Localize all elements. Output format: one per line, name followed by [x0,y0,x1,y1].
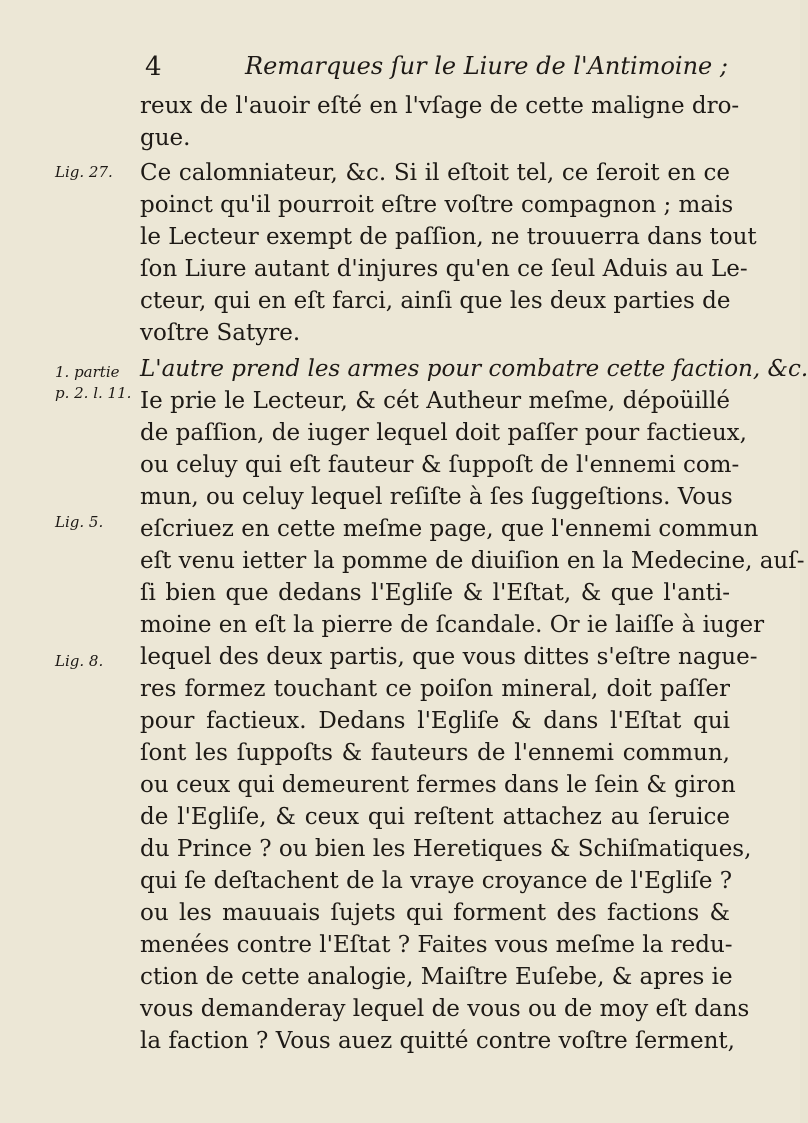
text-line: Ie prie le Lecteur, & cét Autheur meſme, dépoüillé [140,388,730,414]
text-line: qui ſe deſtachent de la vraye croyance de l'Egliſe ? [140,868,733,894]
text-line: la faction ? Vous auez quitté contre voſtre ſerment, [140,1028,735,1054]
text-line: ou les mauuais ſujets qui forment des factions & [140,900,730,926]
text-line: eſt venu ietter la pomme de diuiſion en la Medecine, auſ- [140,548,805,574]
text-line: ſon Liure autant d'injures qu'en ce ſeul Aduis au Le- [140,256,748,282]
text-line: vous demanderay lequel de vous ou de moy eſt dans [140,996,750,1022]
margin-note: p. 2. l. 11. [55,384,132,402]
text-line: moine en eſt la pierre de ſcandale. Or ie laiſſe à iuger [140,612,765,638]
text-line: res formez touchant ce poiſon mineral, doit paſſer [140,676,730,702]
text-line: reux de l'auoir eſté en l'vſage de cette maligne dro- [140,93,740,119]
text-line: ſi bien que dedans l'Egliſe & l'Eſtat, & que l'anti- [140,580,730,606]
text-line: poinct qu'il pourroit eſtre voſtre compagnon ; mais [140,192,734,218]
text-line: lequel des deux partis, que vous dittes s'eſtre nague- [140,644,758,670]
margin-note: Lig. 5. [55,513,104,531]
text-line: Ce calomniateur, &c. Si il eſtoit tel, ce ſeroit en ce [140,160,730,186]
margin-note: 1. partie [55,363,120,381]
text-line: eſcriuez en cette meſme page, que l'ennemi commun [140,516,759,542]
text-line: L'autre prend les armes pour combatre cette faction, &c. [140,356,808,382]
text-line: de l'Egliſe, & ceux qui reſtent attachez au ſeruice [140,804,730,830]
margin-note: Lig. 8. [55,652,104,670]
text-line: mun, ou celuy lequel reſiſte à ſes ſuggeſtions. Vous [140,484,733,510]
text-line: gue. [140,125,191,151]
running-title: Remarques ſur le Liure de l'Antimoine ; [245,52,728,80]
text-line: le Lecteur exempt de paſſion, ne trouuerra dans tout [140,224,757,250]
page-number: 4 [145,52,162,82]
text-line: de paſſion, de iuger lequel doit paſſer pour factieux, [140,420,747,446]
text-line: ou celuy qui eſt fauteur & ſuppoſt de l'ennemi com- [140,452,740,478]
text-line: menées contre l'Eſtat ? Faites vous meſme la redu- [140,932,733,958]
text-line: ſont les ſuppoſts & fauteurs de l'ennemi commun, [140,740,730,766]
text-line: voſtre Satyre. [140,320,301,346]
text-line: ou ceux qui demeurent fermes dans le ſein & giron [140,772,736,798]
page-header [145,52,728,92]
text-line: ction de cette analogie, Maiſtre Euſebe, & apres ie [140,964,733,990]
text-line: du Prince ? ou bien les Heretiques & Schiſmatiques, [140,836,752,862]
margin-note: Lig. 27. [55,163,113,181]
text-line: cteur, qui en eſt farci, ainſi que les deux parties de [140,288,731,314]
text-line: pour factieux. Dedans l'Egliſe & dans l'Eſtat qui [140,708,730,734]
